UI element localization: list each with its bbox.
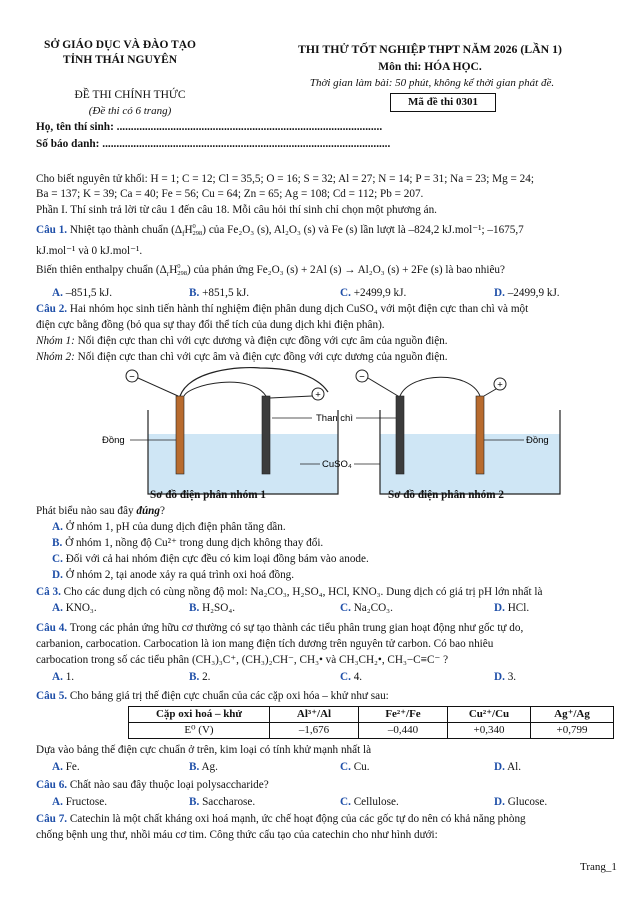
table-header-cell: Cặp oxi hoá – khử (129, 707, 270, 723)
question-4-options (0, 670, 640, 685)
q4-option-a[interactable]: A. 1. (52, 671, 75, 683)
question-4-line-3: carbocation trong số các tiểu phân (CH₃)₃C⁺, (CH₃)₂CH⁻, CH₃• và CH₃CH₂•, CH₃−C≡C⁻ ? (36, 654, 449, 666)
candidate-id-line: Số báo danh: ...................................................................................................... (36, 138, 391, 150)
candidate-name-line: Họ, tên thí sinh: .............................................................................................. (36, 121, 383, 133)
q2-option-c[interactable]: C. Đối với cả hai nhóm điện cực đều có kim loại đồng bám vào anode. (52, 553, 369, 565)
page-number: Trang_1 (580, 861, 617, 873)
label-copper-left: Đồng (102, 435, 125, 446)
positive-sign-1: + (315, 389, 321, 401)
question-3-label: Câ 3. (36, 586, 61, 598)
question-3-options (0, 601, 640, 616)
question-1-line-1: Câu 1. Nhiệt tạo thành chuẩn ($\Delta_fH$ 0 298 ) của Fe₂O₃ (s), Al₂O₃ (s) và Fe (s) lần lượt là –824,2 kJ.mol⁻¹; –1675,7 (36, 223, 524, 239)
question-7-label: Câu 7. (36, 813, 68, 825)
q6-option-c[interactable]: C. Cellulose. (340, 796, 399, 808)
question-2-prompt: Phát biểu nào sau đây đúng? (36, 505, 165, 517)
page-count: (Đề thi có 6 trang) (88, 105, 172, 117)
question-5-after: Dựa vào bảng thế điện cực chuẩn ở trên, kim loại có tính khử mạnh nhất là (36, 744, 372, 756)
q1-option-d[interactable]: D. –2499,9 kJ. (494, 287, 560, 299)
q3-option-b[interactable]: B. H₂SO₄. (189, 602, 236, 614)
question-3-text: Câ 3. Cho các dung dịch có cùng nồng độ mol: Na₂CO₃, H₂SO₄, HCl, KNO₃. Dung dịch có giá trị pH lớn nhất là (36, 586, 543, 598)
question-4-label: Câu 4. (36, 622, 68, 634)
graphite-electrode-1 (262, 396, 270, 474)
wire-1b (184, 382, 266, 396)
q3-option-a[interactable]: A. KNO₃. (52, 602, 97, 614)
electrode-potential-table (128, 706, 614, 739)
q6-option-b[interactable]: B. Saccharose. (189, 796, 256, 808)
official-label: ĐỀ THI CHÍNH THỨC (74, 89, 186, 101)
table-cell: +0,340 (448, 723, 531, 739)
question-4-line-2: carbanion, carbocation. Carbocation là ion mang điện tích dương trên nguyên tử carbon. Có bao nhiêu (36, 638, 494, 650)
question-1-options (0, 286, 640, 301)
exam-title: THI THỬ TỐT NGHIỆP THPT NĂM 2026 (LẦN 1) (298, 42, 562, 56)
label-cuso4: CuSO₄ (322, 459, 352, 470)
graphite-electrode-2 (396, 396, 404, 474)
subject-line: Môn thi: HÓA HỌC. (378, 61, 482, 73)
question-4-line-1: Câu 4. Trong các phản ứng hữu cơ thường có sự tạo thành các tiểu phân trung gian hoạt động như gốc tự do, (36, 622, 524, 634)
q1-option-b[interactable]: B. +851,5 kJ. (189, 287, 250, 299)
question-1-label: Câu 1. (36, 224, 68, 236)
question-2-line-2: điện cực bằng đồng (bỏ qua sự thay đổi thể tích của dung dịch khi điện phân). (36, 319, 385, 331)
exam-code-box: Mã đề thi 0301 (390, 93, 496, 112)
atomic-mass-line-2: Ba = 137; K = 39; Ca = 40; Fe = 56; Cu = 64; Zn = 65; Ag = 108; Cd = 112; Pb = 207. (36, 188, 424, 200)
wire-2 (400, 377, 480, 396)
negative-sign-2: − (359, 371, 365, 383)
table-cell: +0,799 (531, 723, 614, 739)
q5-option-d[interactable]: D. Al. (494, 761, 522, 773)
question-7-line-2: chống bệnh ung thư, nhồi máu cơ tim. Công thức cấu tạo của catechin cho như hình dưới: (36, 829, 438, 841)
q2-option-b[interactable]: B. Ở nhóm 1, nồng độ Cu²⁺ trong dung dịch không thay đổi. (52, 537, 324, 549)
question-6-label: Câu 6. (36, 779, 68, 791)
q4-option-d[interactable]: D. 3. (494, 671, 517, 683)
question-6-text: Câu 6. Chất nào sau đây thuộc loại polysaccharide? (36, 779, 269, 791)
question-5-options (0, 760, 640, 775)
wire-1 (180, 368, 328, 396)
question-5-label: Câu 5. (36, 690, 68, 702)
table-header-row (129, 707, 614, 723)
q1-option-c[interactable]: C. +2499,9 kJ. (340, 287, 407, 299)
part-1-instruction: Phần I. Thí sinh trả lời từ câu 1 đến câu 18. Mỗi câu hỏi thí sinh chỉ chọn một phương án. (36, 204, 437, 216)
table-header-cell: Ag⁺/Ag (531, 707, 614, 723)
table-row (129, 723, 614, 739)
q5-option-c[interactable]: C. Cu. (340, 761, 370, 773)
setup-group-1 (126, 368, 338, 494)
q5-option-a[interactable]: A. Fe. (52, 761, 80, 773)
q2-option-a[interactable]: A. Ở nhóm 1, pH của dung dịch điện phân tăng dần. (52, 521, 286, 533)
positive-sign-2: + (497, 379, 503, 391)
table-header-cell: Al³⁺/Al (270, 707, 359, 723)
question-6-options (0, 795, 640, 810)
q6-option-d[interactable]: D. Glucose. (494, 796, 548, 808)
question-7-line-1: Câu 7. Catechin là một chất kháng oxi hoá mạnh, ức chế hoạt động của các gốc tự do nên có khả năng phòng (36, 813, 526, 825)
q2-option-d[interactable]: D. Ở nhóm 2, tại anode xảy ra quá trình oxi hoá đồng. (52, 569, 295, 581)
q4-option-c[interactable]: C. 4. (340, 671, 363, 683)
question-1-line-3: Biến thiên enthalpy chuẩn ($\Delta_rH$ 0 298 ) của phản ứng Fe₂O₃ (s) + 2Al (s) → Al₂O₃ (s) + 2Fe (s) là bao nhiêu? (36, 263, 505, 279)
question-5-text: Câu 5. Cho bảng giá trị thế điện cực chuẩn của các cặp oxi hóa – khử như sau: (36, 690, 389, 702)
q6-option-a[interactable]: A. Fructose. (52, 796, 108, 808)
copper-electrode-1 (176, 396, 184, 474)
label-graphite: Than chì (316, 413, 353, 424)
time-line: Thời gian làm bài: 50 phút, không kể thời gian phát đề. (309, 77, 555, 89)
q1-option-a[interactable]: A. –851,5 kJ. (52, 287, 112, 299)
question-2-label: Câu 2. (36, 303, 68, 315)
q5-option-b[interactable]: B. Ag. (189, 761, 218, 773)
atomic-mass-line-1: Cho biết nguyên tử khối: H = 1; C = 12; Cl = 35,5; O = 16; S = 32; Al = 27; N = 14; P = 31; Na = 23; Mg = 24; (36, 173, 534, 185)
question-2-line-1: Câu 2. Hai nhóm học sinh tiến hành thí nghiệm điện phân dung dịch CuSO₄ với một điện cực than chì và một (36, 303, 529, 315)
question-2-group-1: Nhóm 1: Nối điện cực than chì với cực dương và điện cực đồng với cực âm của nguồn điện. (36, 335, 448, 347)
table-header-cell: Cu²⁺/Cu (448, 707, 531, 723)
electrolysis-diagram (100, 366, 570, 506)
q3-option-d[interactable]: D. HCl. (494, 602, 530, 614)
setup-group-2 (356, 370, 560, 494)
copper-electrode-2 (476, 396, 484, 474)
department-header (30, 38, 210, 68)
negative-sign-1: − (129, 371, 135, 383)
table-cell: –1,676 (270, 723, 359, 739)
department-line-1: SỞ GIÁO DỤC VÀ ĐÀO TẠO (44, 39, 196, 51)
table-header-cell: Fe²⁺/Fe (359, 707, 448, 723)
q4-option-b[interactable]: B. 2. (189, 671, 211, 683)
question-2-group-2: Nhóm 2: Nối điện cực than chì với cực âm và điện cực đồng với cực dương của nguồn điện. (36, 351, 448, 363)
diagram-caption-2: Sơ đồ điện phân nhóm 2 (388, 489, 504, 501)
diagram-caption-1: Sơ đồ điện phân nhóm 1 (150, 489, 266, 501)
q3-option-c[interactable]: C. Na₂CO₃. (340, 602, 393, 614)
department-line-2: TỈNH THÁI NGUYÊN (62, 53, 178, 66)
question-1-line-2: kJ.mol⁻¹ và 0 kJ.mol⁻¹. (36, 245, 143, 257)
table-cell: E⁰ (V) (129, 723, 270, 739)
table-cell: –0,440 (359, 723, 448, 739)
label-copper-right: Đồng (526, 435, 549, 446)
